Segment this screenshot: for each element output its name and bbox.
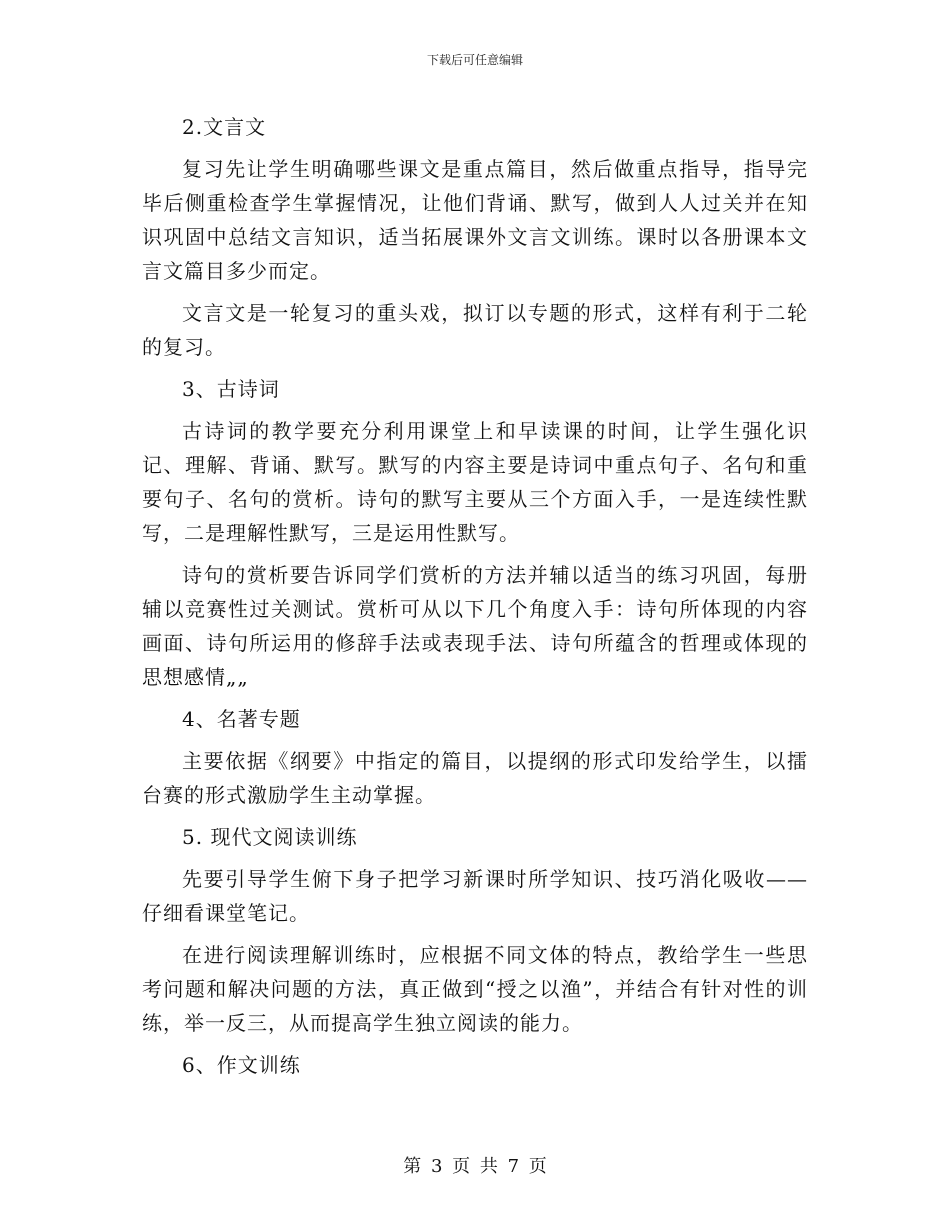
section-heading-ancient-poetry: 3、古诗词 bbox=[182, 377, 280, 401]
section-heading-modern-reading: 5. 现代文阅读训练 bbox=[182, 825, 358, 849]
paragraph: 诗句的赏析要告诉同学们赏析的方法并辅以适当的练习巩固，每册辅以竞赛性过关测试。赏析可从以下几个角度入手：诗句所体现的内容画面、诗句所运用的修辞手法或表现手法、诗句所蕴含的哲理或体现的思想感情„„ bbox=[142, 563, 808, 689]
paragraph: 复习先让学生明确哪些课文是重点篇目，然后做重点指导，指导完毕后侧重检查学生掌握情况，让他们背诵、默写，做到人人过关并在知识巩固中总结文言知识，适当拓展课外文言文训练。课时以各册课本文言文篇目多少而定。 bbox=[142, 157, 808, 283]
page-header: 下载后可任意编辑 bbox=[426, 53, 523, 67]
paragraph: 在进行阅读理解训练时，应根据不同文体的特点，教给学生一些思考问题和解决问题的方法，真正做到“授之以渔”，并结合有针对性的训练，举一反三，从而提高学生独立阅读的能力。 bbox=[142, 943, 808, 1035]
section-heading-classics: 4、名著专题 bbox=[182, 707, 301, 731]
section-heading-classical-chinese: 2.文言文 bbox=[182, 115, 267, 139]
paragraph: 古诗词的教学要充分利用课堂上和早读课的时间，让学生强化识记、理解、背诵、默写。默写的内容主要是诗词中重点句子、名句和重要句子、名句的赏析。诗句的默写主要从三个方面入手，一是连续性默写，二是理解性默写，三是运用性默写。 bbox=[142, 419, 808, 545]
paragraph: 先要引导学生俯下身子把学习新课时所学知识、技巧消化吸收——仔细看课堂笔记。 bbox=[142, 867, 808, 925]
paragraph: 主要依据《纲要》中指定的篇目，以提纲的形式印发给学生，以擂台赛的形式激励学生主动掌握。 bbox=[142, 749, 808, 807]
paragraph: 文言文是一轮复习的重头戏，拟订以专题的形式，这样有利于二轮的复习。 bbox=[142, 301, 808, 359]
document-body bbox=[142, 110, 808, 1090]
section-heading-composition: 6、作文训练 bbox=[182, 1053, 301, 1077]
page-number: 第 3 页 共 7 页 bbox=[403, 1156, 547, 1177]
